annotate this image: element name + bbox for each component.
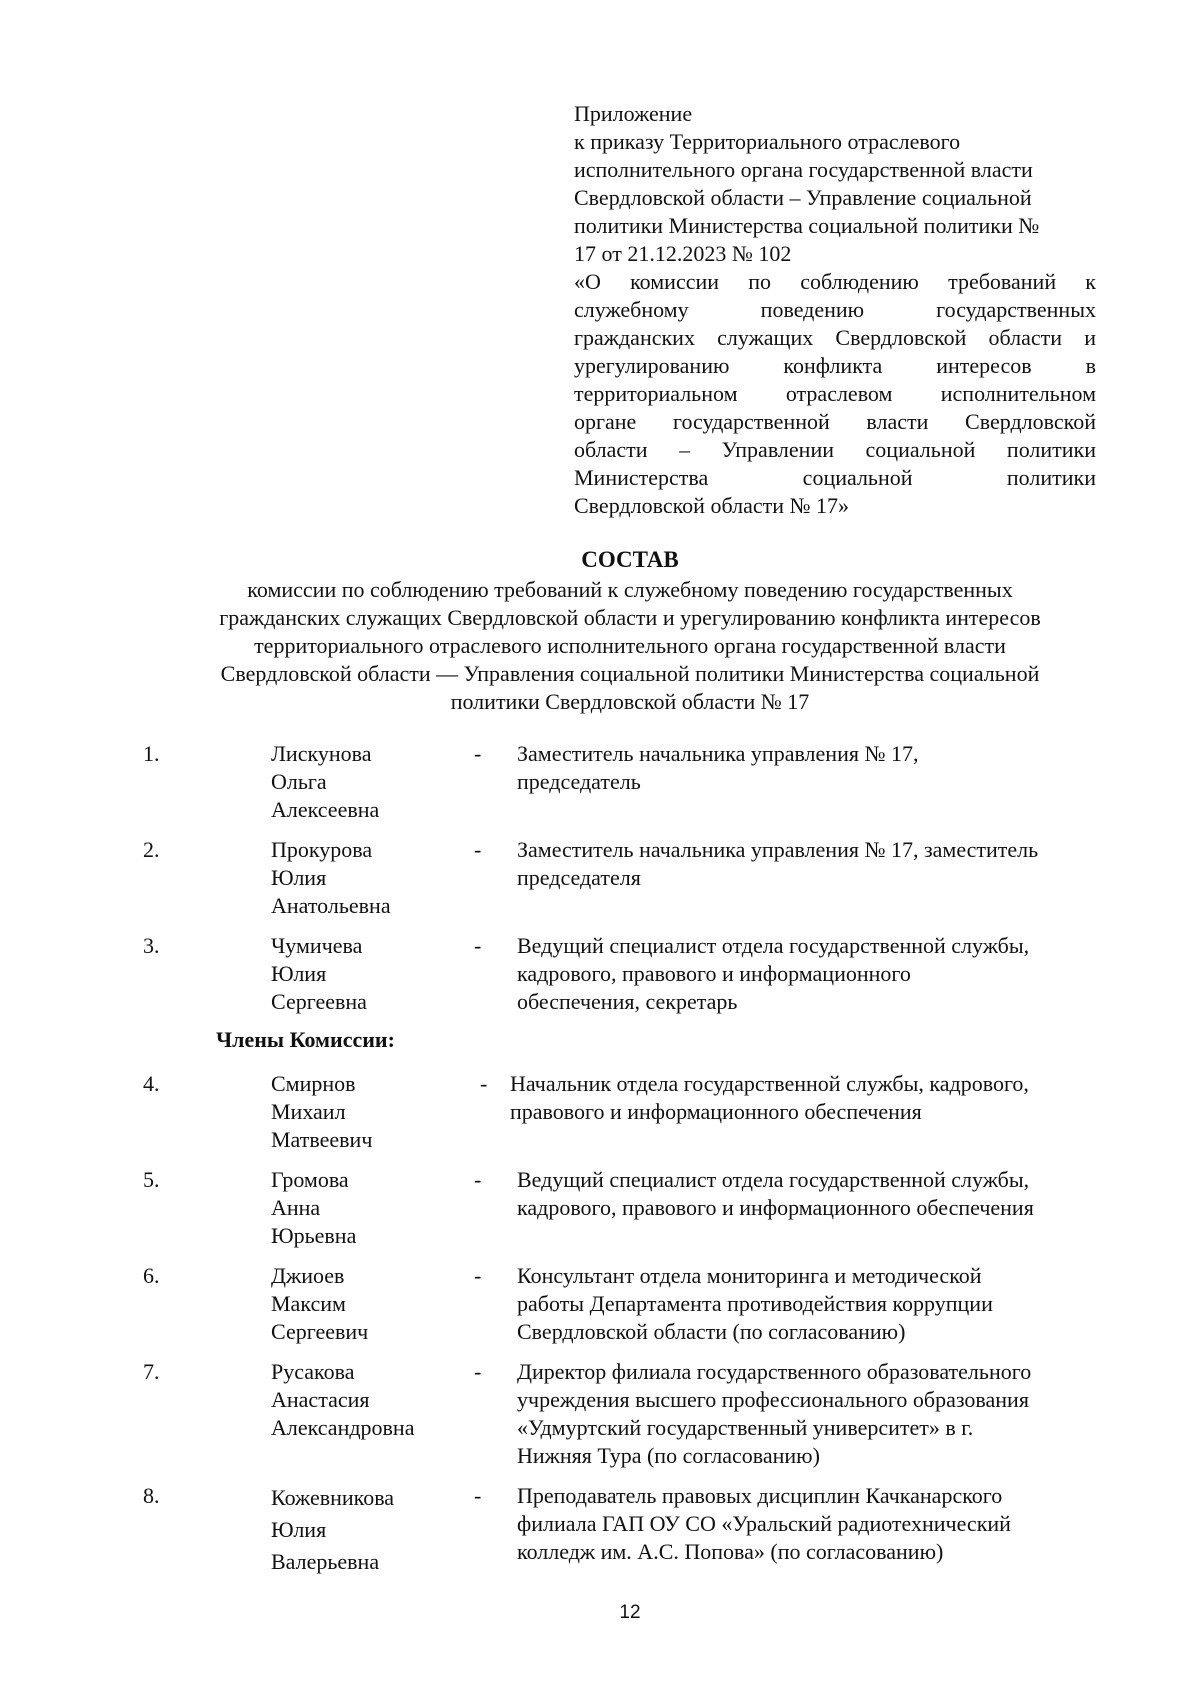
member-role-line: правового и информационного обеспечения (510, 1099, 922, 1124)
member-name (271, 932, 367, 1016)
appendix-line: гражданских служащих Свердловской области и (574, 325, 1096, 350)
member-number: 5. (143, 1167, 160, 1192)
member-role-line: Нижняя Тура (по согласованию) (517, 1443, 820, 1468)
member-surname: Смирнов (271, 1071, 356, 1096)
appendix-line: Приложение (574, 101, 693, 126)
member-role-line: обеспечения, секретарь (517, 989, 738, 1014)
appendix-line: территориальном отраслевом исполнительном (574, 381, 1096, 406)
appendix-line: Свердловской области – Управление социальной (574, 185, 1032, 210)
member-role-line: Ведущий специалист отдела государственной службы, (517, 933, 1030, 958)
member-role (510, 1070, 1100, 1126)
member-role-line: «Удмуртский государственный университет» в г. (517, 1415, 974, 1440)
member-role-line: Директор филиала государственного образовательного (517, 1359, 1032, 1384)
appendix-line: Свердловской области № 17» (574, 493, 849, 518)
member-role-line: Ведущий специалист отдела государственной службы, (517, 1167, 1030, 1192)
member-number: 4. (143, 1071, 160, 1096)
member-role (517, 1482, 1107, 1566)
member-role-line: учреждения высшего профессионального образования (517, 1387, 1029, 1412)
member-role-line: филиала ГАП ОУ СО «Уральский радиотехнический (517, 1511, 1011, 1536)
member-surname: Громова (271, 1167, 349, 1192)
member-role (517, 1262, 1107, 1346)
member-role (517, 1166, 1107, 1222)
appendix-line: исполнительного органа государственной власти (574, 157, 1033, 182)
appendix-line: 17 от 21.12.2023 № 102 (574, 241, 792, 266)
member-role (517, 932, 1107, 1016)
member-dash: - (474, 837, 482, 862)
member-dash: - (474, 933, 482, 958)
member-patronymic: Сергеевич (271, 1319, 369, 1344)
appendix-line: политики Министерства социальной политики № (574, 213, 1040, 238)
member-patronymic: Юрьевна (271, 1223, 357, 1248)
member-number: 7. (143, 1359, 160, 1384)
appendix-line: Министерства социальной политики (574, 465, 1096, 490)
member-dash: - (474, 1167, 482, 1192)
member-name (271, 1262, 368, 1346)
member-number: 6. (143, 1263, 160, 1288)
member-name (271, 1358, 414, 1442)
member-role (517, 836, 1107, 892)
member-number: 3. (143, 933, 160, 958)
member-surname: Кожевникова (271, 1485, 395, 1510)
member-patronymic: Матвеевич (271, 1127, 373, 1152)
member-number: 2. (143, 837, 160, 862)
member-dash: - (474, 741, 482, 766)
member-role-line: Заместитель начальника управления № 17, (517, 741, 919, 766)
member-first-name: Анастасия (271, 1387, 370, 1412)
member-patronymic: Александровна (271, 1415, 415, 1440)
subtitle-line: комиссии по соблюдению требований к служебному поведению государственных (247, 577, 1013, 602)
member-surname: Прокурова (271, 837, 373, 862)
member-role-line: кадрового, правового и информационного обеспечения (517, 1195, 1034, 1220)
member-role (517, 1358, 1107, 1470)
appendix-line: органе государственной власти Свердловской (574, 409, 1096, 434)
member-name (271, 1482, 394, 1578)
member-first-name: Юлия (271, 865, 327, 890)
member-dash: - (480, 1071, 488, 1096)
member-patronymic: Валерьевна (271, 1549, 380, 1574)
member-surname: Лискунова (271, 741, 372, 766)
appendix-line: урегулированию конфликта интересов в (574, 353, 1096, 378)
member-first-name: Ольга (271, 769, 327, 794)
member-number: 1. (143, 741, 160, 766)
member-name (271, 740, 379, 824)
member-role-line: председателя (517, 865, 641, 890)
member-dash: - (474, 1263, 482, 1288)
member-name (271, 1166, 356, 1250)
member-role-line: Заместитель начальника управления № 17, заместитель (517, 837, 1039, 862)
member-patronymic: Алексеевна (271, 797, 380, 822)
appendix-line: «О комиссии по соблюдению требований к (574, 269, 1096, 294)
subtitle-line: территориального отраслевого исполнительного органа государственной власти (254, 633, 1006, 658)
member-role-line: работы Департамента противодействия коррупции (517, 1291, 993, 1316)
member-dash: - (474, 1483, 482, 1508)
member-surname: Чумичева (271, 933, 363, 958)
member-first-name: Максим (271, 1291, 346, 1316)
member-first-name: Юлия (271, 1517, 327, 1542)
member-role-line: колледж им. А.С. Попова» (по согласованию) (517, 1539, 944, 1564)
member-surname: Русакова (271, 1359, 355, 1384)
member-role-line: кадрового, правового и информационного (517, 961, 911, 986)
member-name (271, 836, 391, 920)
member-first-name: Анна (271, 1195, 321, 1220)
member-patronymic: Сергеевна (271, 989, 367, 1014)
appendix-line: служебному поведению государственных (574, 297, 1096, 322)
member-dash: - (474, 1359, 482, 1384)
page-number: 12 (619, 1602, 641, 1623)
subtitle-line: Свердловской области — Управления социальной политики Министерства социальной (220, 661, 1040, 686)
member-role-line: Консультант отдела мониторинга и методической (517, 1263, 982, 1288)
appendix-line: области – Управлении социальной политики (574, 437, 1096, 462)
member-number: 8. (143, 1483, 160, 1508)
member-patronymic: Анатольевна (271, 893, 391, 918)
subtitle-line: гражданских служащих Свердловской области и урегулированию конфликта интересов (219, 605, 1041, 630)
document-title: СОСТАВ (581, 547, 679, 572)
member-first-name: Михаил (271, 1099, 346, 1124)
member-surname: Джиоев (271, 1263, 345, 1288)
member-role-line: Свердловской области (по согласованию) (517, 1319, 906, 1344)
appendix-line: к приказу Территориального отраслевого (574, 129, 961, 154)
member-role-line: председатель (517, 769, 641, 794)
members-section-label: Члены Комиссии: (216, 1027, 395, 1052)
member-role-line: Преподаватель правовых дисциплин Качканарского (517, 1483, 1003, 1508)
member-role (517, 740, 1107, 796)
member-first-name: Юлия (271, 961, 327, 986)
member-role-line: Начальник отдела государственной службы, кадрового, (510, 1071, 1029, 1096)
member-name (271, 1070, 372, 1154)
subtitle-line: политики Свердловской области № 17 (450, 689, 810, 714)
